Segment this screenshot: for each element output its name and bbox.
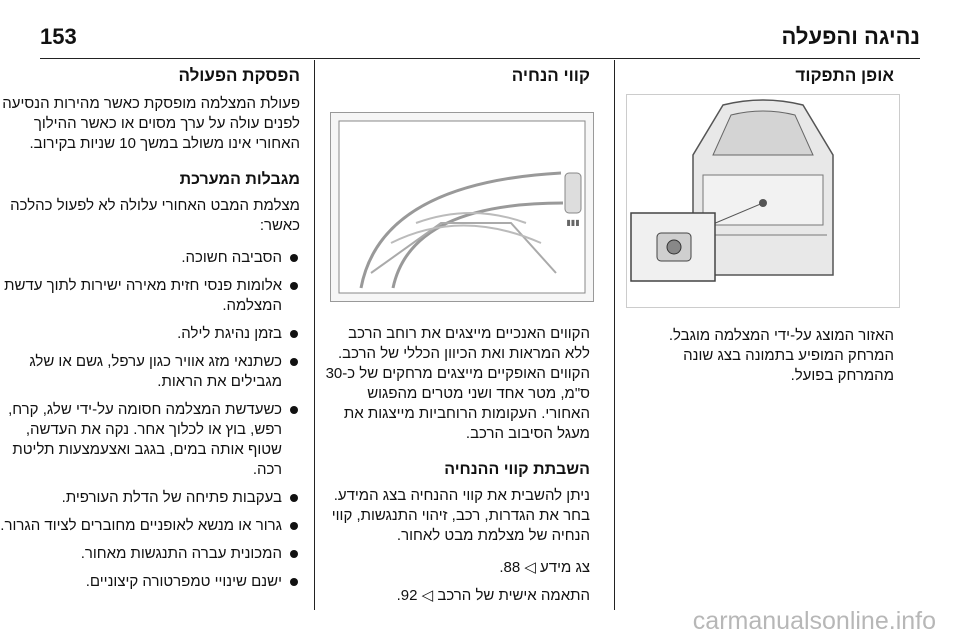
car-rear-illustration [626,94,900,308]
list-item: ישנם שינויי טמפרטורה קיצוניים. [0,572,300,592]
list-item: בזמן נהיגת לילה. [0,324,300,344]
list-item: כשעדשת המצלמה חסומה על-ידי שלג, קרח, רפש, בוץ או לכלוך אחר. נקה את העדשה, שטוף אותה במים, בגגב ואצעמצעות תליטת רכה. [0,400,300,480]
list-item: בעקבות פתיחה של הדלת העורפית. [0,488,300,508]
column-divider-right [614,60,615,610]
page-header [40,20,920,59]
list-item: הסביבה חשוכה. [0,248,300,268]
heading-system-limits: מגבלות המערכת [179,171,300,188]
car-rear-graphic [627,95,899,307]
list-item: גרור או מנשא לאופניים מחוברים לציוד הגרור. [0,516,300,536]
ref-personalization: התאמה אישית של הרכב ◁ 92. [396,587,590,604]
list-item: אלומות פנסי חזית מאירה ישירות לתוך עדשת המצלמה. [0,276,300,316]
watermark: carmanualsonline.info [692,607,936,635]
camera-view-illustration [330,112,594,302]
para-functionality: האזור המוצג על-ידי המצלמה מוגבל. המרחק המופיע בתמונה בצג שונה מהמרחק בפועל. [668,327,894,384]
heading-guide-lines: קווי הנחיה [511,66,590,85]
heading-stop-operation: הפסקת הפעולה [178,66,300,85]
conditions-list [0,248,300,592]
ref-info-display: צג מידע ◁ 88. [499,559,590,576]
heading-disable-guide-lines: השבתת קווי ההנחיה [444,461,590,478]
list-item: כשתנאי מזג אוויר כגון ערפל, גשם או שלג מגבילים את הראות. [0,352,300,392]
page-number: 153 [40,24,77,49]
para-system-limits: מצלמת המבט האחורי עלולה לא לפעול כהלכה כאשר: [10,197,300,234]
list-item: המכונית עברה התנגשות מאחור. [0,544,300,564]
running-head: נהיגה והפעלה [781,24,920,49]
svg-text:▮▮▮: ▮▮▮ [566,218,580,227]
para-stop-operation: פעולת המצלמה מופסקת כאשר מהירות הנסיעה לפנים עולה על ערך מסוים או כאשר ההילוך האחורי אינו משולב במשך 10 שניות בקירוב. [2,95,300,152]
para-guide-lines: הקווים האנכיים מייצגים את רוחב הרכב ללא המראות ואת הכיוון הכללי של הרכב. הקווים האופקיים מייצגים מרחקים של כ-30 ס"מ, מטר אחד ושני מטרים מהפגוש האחורי. העקומות הרוחביות מייצגות את מעגל הסיבוב הרכב. [325,325,590,442]
camera-view-graphic [331,113,593,301]
column-divider-left [314,60,315,610]
column-stop-operation [0,66,300,600]
heading-functionality: אופן התפקוד [795,66,894,85]
para-disable-guide-lines: ניתן להשבית את קווי ההנחיה בצג המידע. בחר את הגדרות, רכב, זיהוי התנגשות, קווי הנחיה של מצלמת מבט לאחור. [331,487,590,544]
